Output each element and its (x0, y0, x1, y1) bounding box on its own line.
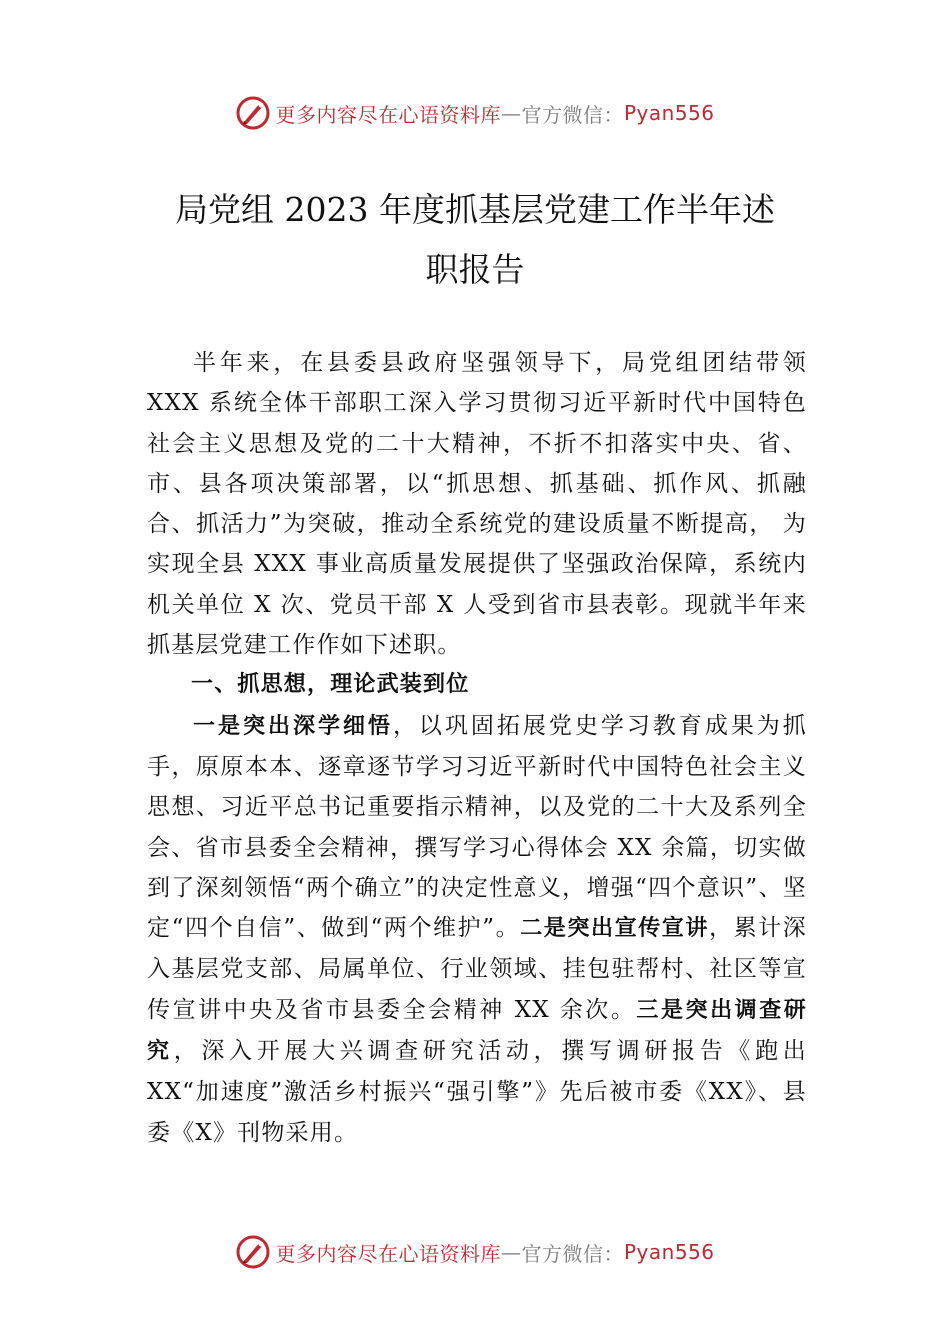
section-1-heading: 一、抓思想，理论武装到位 (191, 672, 470, 698)
title-line-2: 职报告 (425, 250, 525, 289)
document-body (147, 343, 807, 1153)
watermark-separator: — (500, 1240, 522, 1264)
watermark-footer (0, 1232, 950, 1272)
document-title (100, 180, 850, 300)
watermark-header (0, 93, 950, 133)
point-1-text: ，以巩固拓展党史学习教育成果为抓手，原原本本、逐章逐节学习习近平新时代中国特色社会主义思想、习近平总书记重要指示精神，以及党的二十大及系列全会、省市县委全会精神，撰写学习心得体会 XX 余篇，切实做到了深刻领悟“两个确立”的决定性意义，增强“四个意识”、坚定“四个自信”、做到“两个维护”。 (147, 712, 807, 942)
pen-logo-icon (235, 95, 271, 131)
intro-paragraph: 半年来，在县委县政府坚强领导下，局党组团结带领 XXX 系统全体干部职工深入学习贯彻习近平新时代中国特色社会主义思想及党的二十大精神，不折不扣落实中央、省、市、县各项决策部署，以“抓思想、抓基础、抓作风、抓融合、抓活力”为突破，推动全系统党的建设质量不断提高， 为实现全县 XXX 事业高质量发展提供了坚强政治保障，系统内机关单位 X 次、党员干部 X 人受到省市县表彰。现就半年来抓基层党建工作作如下述职。 (147, 350, 807, 659)
point-3-lead: 三是突出调查研究 (147, 997, 807, 1065)
watermark-wechat-id: Pyan556 (623, 101, 715, 125)
point-2-text: ，累计深入基层党支部、局属单位、行业领域、挂包驻帮村、社区等宣传宣讲中央及省市县委全会精神 XX 余次。 (147, 915, 807, 1023)
point-3-text: ，深入开展大兴调查研究活动，撰写调研报告《跑出 XX“加速度”激活乡村振兴“强引擎”》先后被市委《XX》、县委《X》刊物采用。 (147, 1038, 807, 1146)
watermark-wechat-label: 官方微信： (521, 102, 624, 127)
point-1-lead: 一是突出深学细悟 (193, 713, 393, 739)
watermark-text: 更多内容尽在心语资料库 (275, 102, 501, 127)
watermark-text: 更多内容尽在心语资料库 (275, 1241, 501, 1266)
watermark-separator: — (500, 101, 522, 125)
point-2-lead: 二是突出宣传宣讲 (520, 916, 709, 942)
title-line-1: 局党组 2023 年度抓基层党建工作半年述 (175, 190, 775, 229)
section-1-paragraph (147, 706, 807, 1153)
pen-logo-icon (235, 1234, 271, 1270)
watermark-wechat-id: Pyan556 (623, 1240, 715, 1264)
watermark-wechat-label: 官方微信： (521, 1241, 624, 1266)
